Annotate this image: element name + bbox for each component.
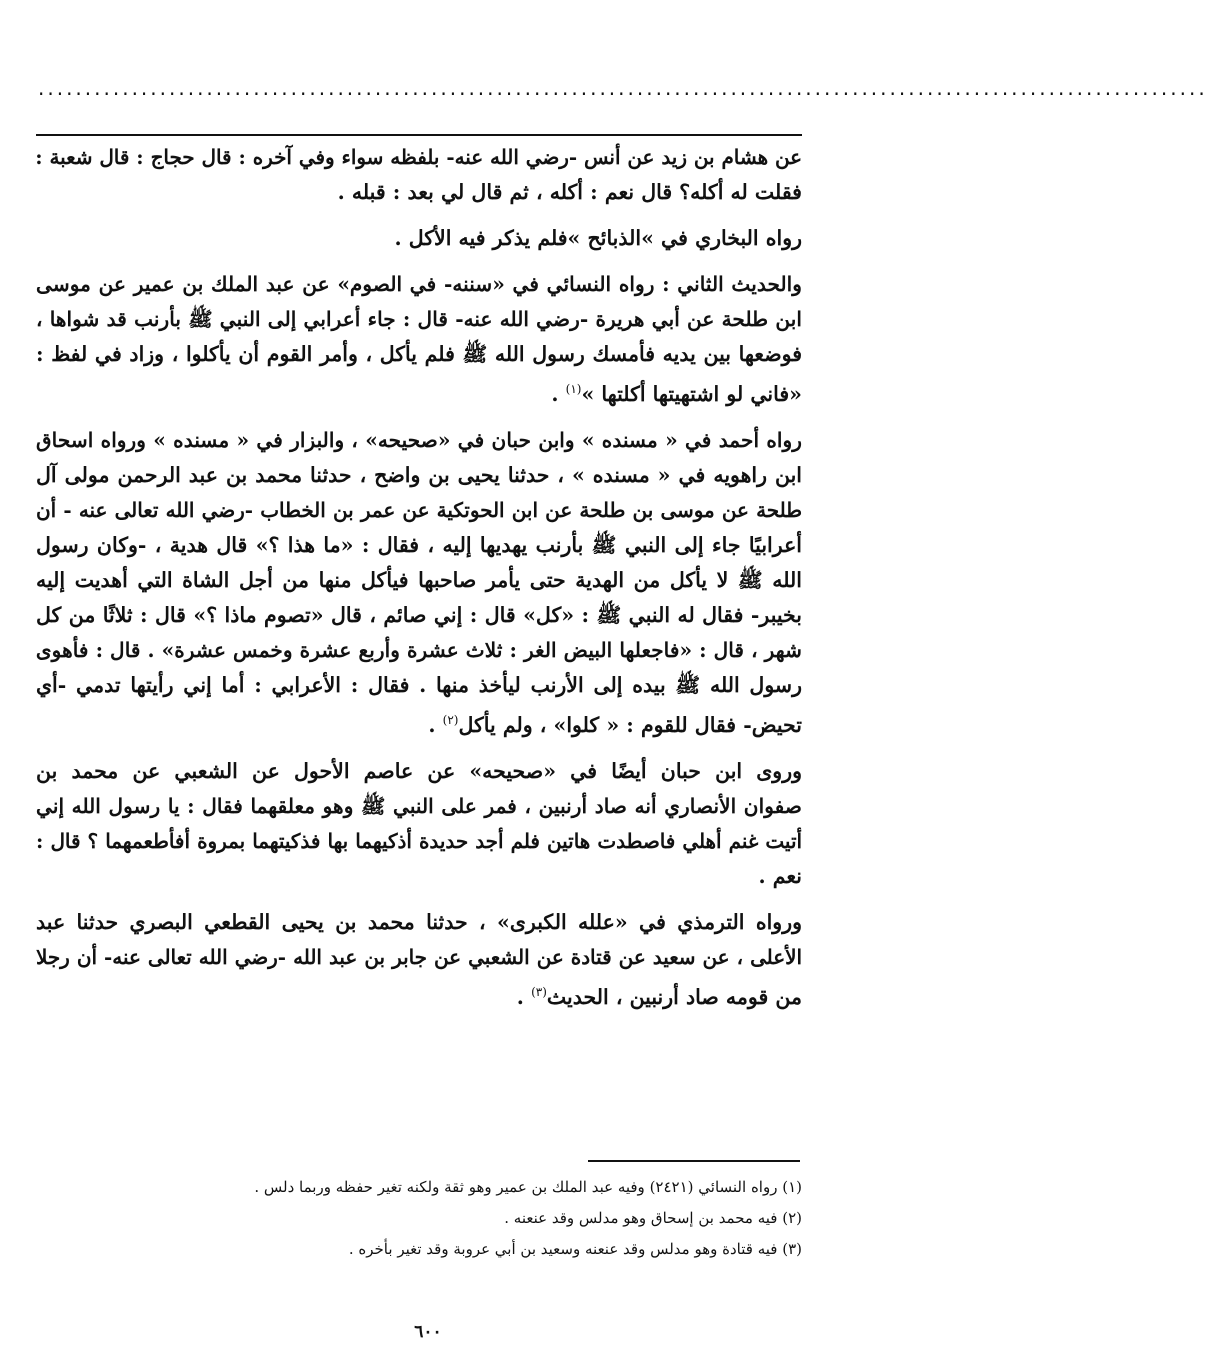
text-line: صفوان الأنصاري أنه صاد أرنبين ، فمر على النبي ﷺ وهو معلقهما فقال : يا رسول الله إني [36,793,802,818]
text-line: فوضعها بين يديه فأمسك رسول الله ﷺ فلم يأكل ، وأمر القوم أن يأكلوا ، وزاد في لفظ : [36,342,802,366]
text-line: أتيت غنم أهلي فاصطدت هاتين فلم أجد حديدة أذكيهما بها فذكيتهما بمروة أفأطعمهما ؟ قال : [36,828,802,853]
text-line: ابن راهويه في « مسنده » ، حدثنا يحيى بن واضح ، حدثنا محمد بن عبد الرحمن مولى آل [36,462,802,487]
paragraph-6 [36,905,802,1015]
paragraph-5 [36,754,802,894]
footnote-2: (٢) فيه محمد بن إسحاق وهو مدلس وقد عنعنه . [504,1209,802,1227]
main-text [36,140,802,1025]
footnote-1: (١) رواه النسائي (٢٤٢١) وفيه عبد الملك بن عمير وهو ثقة ولكنه تغير حفظه وربما دلس . [254,1178,802,1196]
line-text: «فاني لو اشتهيتها أكلتها » [581,381,802,406]
text-line: فقلت له أكله؟ قال نعم : أكله ، ثم قال لي بعد : قبله . [337,180,802,204]
text-line: «فاني لو اشتهيتها أكلتها »$^{(١)}$ . [551,381,802,406]
text-line: ورواه الترمذي في «علله الكبرى» ، حدثنا محمد بن يحيى القطعي البصري حدثنا عبد [36,909,802,934]
text-line: الأعلى ، عن سعيد عن قتادة عن الشعبي عن جابر بن عبد الله -رضي الله تعالى عنه- أن رجلا [36,944,802,969]
paragraph-1 [36,140,802,210]
text-line: وروى ابن حبان أيضًا في «صحيحه» عن عاصم الأحول عن الشعبي عن محمد بن [36,758,802,783]
text-line: الله ﷺ لا يأكل من الهدية حتى يأمر صاحبها فيأكل منها من أجل الشاة التي أهديت إليه [36,567,802,592]
page-number: ٦٠٠ [414,1322,442,1342]
text-line: تحيض- فقال للقوم : « كلوا» ، ولم يأكل$^{(٢)}$ . [428,712,802,737]
text-line: أعرابيًا جاء إلى النبي ﷺ بأرنب يهديها إليه ، فقال : «ما هذا ؟» قال هدية ، -وكان رسول [36,532,802,557]
paragraph-3 [36,267,802,412]
text-line: عن هشام بن زيد عن أنس -رضي الله عنه- بلفظه سواء وفي آخره : قال حجاج : قال شعبة : [35,145,802,169]
text-line: نعم . [758,863,802,888]
top-rule [36,134,802,136]
footnote-rule [588,1160,800,1162]
separator-dots: ............................................................................................................................. [38,76,1208,100]
footnotes [36,1172,802,1265]
paragraph-4 [36,423,802,743]
text-line: رواه البخاري في »الذبائح »فلم يذكر فيه الأكل . [394,226,802,250]
paragraph-2 [36,221,802,256]
text-line: بخيبر- فقال له النبي ﷺ : «كل» قال : إني صائم ، قال «تصوم ماذا ؟» قال : ثلاثًا من كل [36,602,802,627]
text-line: ابن طلحة عن أبي هريرة -رضي الله عنه- قال : جاء أعرابي إلى النبي ﷺ بأرنب قد شواها ، [36,307,802,331]
text-line: رواه أحمد في « مسنده » وابن حبان في «صحيحه» ، والبزار في « مسنده » ورواه اسحاق [36,427,802,452]
text-line: والحديث الثاني : رواه النسائي في «سننه- في الصوم» عن عبد الملك بن عمير عن موسى [36,272,802,296]
footnote-3: (٣) فيه قتادة وهو مدلس وقد عنعنه وسعيد بن أبي عروبة وقد تغير بأخره . [348,1240,802,1258]
text-line: طلحة عن موسى بن طلحة عن ابن الحوتكية عن عمر بن الخطاب -رضي الله تعالى عنه - أن [36,497,802,522]
text-line: من قومه صاد أرنبين ، الحديث$^{(٣)}$ . [516,984,802,1009]
footnote-marker: (٣) [531,984,547,999]
text-line: رسول الله ﷺ بيده إلى الأرنب ليأخذ منها . فقال : الأعرابي : أما إني رأيتها تدمي -أي [36,672,802,697]
text-line: شهر ، قال : «فاجعلها البيض الغر : ثلاث عشرة وأربع عشرة وخمس عشرة» . قال : فأهوى [35,637,802,662]
footnote-marker: (١) [565,382,582,396]
line-text: تحيض- فقال للقوم : « كلوا» ، ولم يأكل [458,712,802,737]
line-text: من قومه صاد أرنبين ، الحديث [546,984,802,1009]
footnote-marker: (٢) [442,712,459,727]
